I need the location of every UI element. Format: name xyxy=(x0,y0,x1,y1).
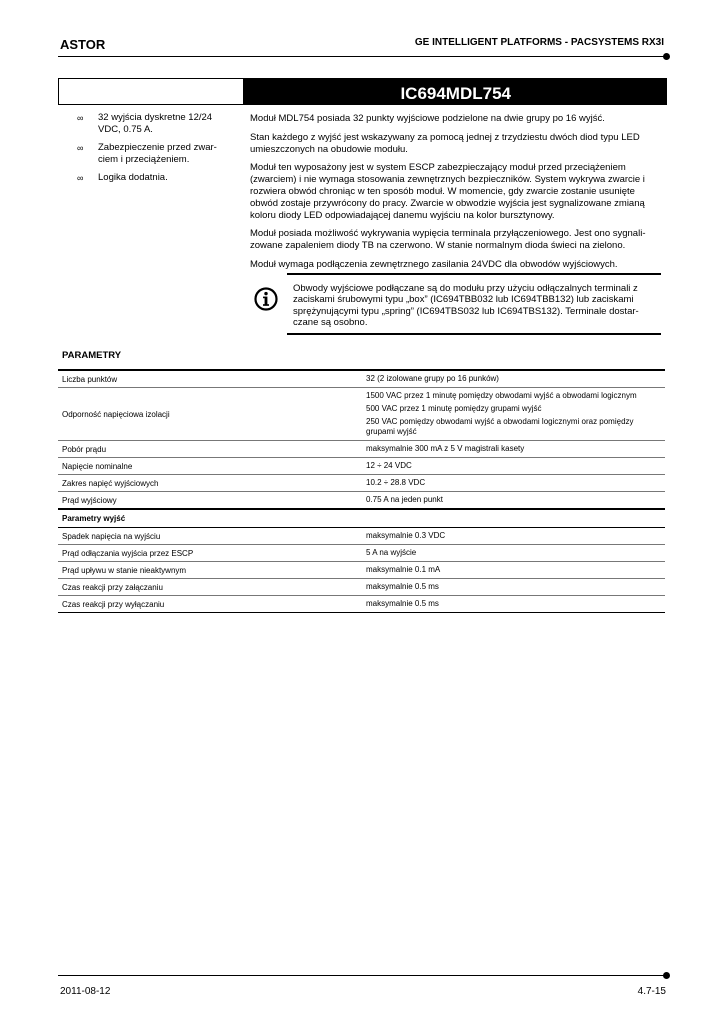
feature-list xyxy=(77,112,237,190)
table-row: Spadek napięcia na wyjściu maksymalnie 0.3 VDC xyxy=(58,528,665,545)
params-heading: PARAMETRY xyxy=(62,350,122,361)
bullet-icon: ∞ xyxy=(77,143,84,153)
title-bar xyxy=(58,78,667,105)
footer-date: 2011-08-12 xyxy=(60,986,111,997)
page-title: IC694MDL754 xyxy=(400,84,511,103)
paragraph: Moduł wymaga podłączenia zewnętrznego zasilania 24VDC dla obwodów wyjściowych. xyxy=(250,258,618,270)
table-row: Prąd wyjściowy 0.75 A na jeden punkt xyxy=(58,492,665,510)
list-item: ∞ 32 wyjścia dyskretne 12/24 VDC, 0.75 A. xyxy=(77,112,213,135)
paragraph: Stan każdego z wyjść jest wskazywany za pomocą jednej z trzydziestu dwóch diod typu LED umieszczonych na obudowie modułu. xyxy=(250,131,640,155)
footer-divider xyxy=(58,975,664,976)
header-divider-dot xyxy=(663,53,670,60)
paragraph: Moduł MDL754 posiada 32 punkty wyjściowe podzielone na dwie grupy po 16 wyjść. xyxy=(250,113,605,124)
paragraph: Moduł ten wyposażony jest w system ESCP zabezpieczający moduł przed przeciążeniem (zwarciem) i nie wymaga stosowania zewnętrznych bezpieczników. System wykrywa zwarcie i rozwiera obwód chroniąc w ten sposób moduł. W momencie, gdy zwarcie zostanie usunięte obwód zostaje przywrócony do pracy. Zwarcie w obwodzie wyjścia jest sygnalizowane zmianą koloru diody LED odpowiadającej danemu wyjściu na kolor bursztynowy. xyxy=(250,162,645,221)
list-item: ∞ Logika dodatnia. xyxy=(77,172,168,183)
table-row: Odporność napięciowa izolacji 1500 VAC przez 1 minutę pomiędzy obwodami wyjść a obwodami logicznym 500 VAC przez 1 minutę pomiędzy grupami wyjść 250 VAC pomiędzy obwodami wyjść a obwodami logicznymi oraz pomiędzy grupami wyjść xyxy=(58,388,665,441)
bullet-icon: ∞ xyxy=(77,113,84,123)
header-series: GE INTELLIGENT PLATFORMS - PACSYSTEMS RX3I xyxy=(414,37,664,48)
table-row: Czas reakcji przy załączaniu maksymalnie 0.5 ms xyxy=(58,579,665,596)
table-row: Prąd odłączania wyjścia przez ESCP 5 A na wyjście xyxy=(58,545,665,562)
note-text: Obwody wyjściowe podłączane są do modułu przy użyciu odłączalnych terminali z zaciskami śrubowymi typu „box” (IC694TBB032 lub IC694TBB132) lub zaciskami sprężynującymi typu „spring” (IC694TBS032 lub IC694TBS132). Terminale dostar- czane są osobno. xyxy=(293,283,639,329)
list-item: ∞ Zabezpieczenie przed zwar- ciem i przeciążeniem. xyxy=(77,142,217,165)
table-row: Liczba punktów 32 (2 izolowane grupy po 16 punków) xyxy=(58,369,665,388)
page-number: 4.7-15 xyxy=(637,986,666,997)
table-row: Napięcie nominalne 12 ÷ 24 VDC xyxy=(58,458,665,475)
header-brand: ASTOR xyxy=(60,37,106,52)
footer-divider-dot xyxy=(663,972,670,979)
description xyxy=(250,113,662,278)
note-box xyxy=(287,273,661,335)
table-row: Pobór prądu maksymalnie 300 mA z 5 V magistrali kasety xyxy=(58,441,665,458)
bullet-icon: ∞ xyxy=(77,173,84,183)
section-heading: Parametry wyjść xyxy=(58,510,665,528)
table-row: Prąd upływu w stanie nieaktywnym maksymalnie 0.1 mA xyxy=(58,562,665,579)
header-divider xyxy=(58,56,664,57)
paragraph: Moduł posiada możliwość wykrywania wypięcia terminala przyłączeniowego. Jest ono sygnali- zowane zapaleniem diody TB na czerwono. W stanie normalnym dioda świeci na zielono. xyxy=(250,228,646,252)
table-row: Zakres napięć wyjściowych 10.2 ÷ 28.8 VDC xyxy=(58,475,665,492)
table-row: Czas reakcji przy wyłączaniu maksymalnie 0.5 ms xyxy=(58,596,665,613)
title-band xyxy=(243,79,666,104)
params-table xyxy=(58,369,665,613)
info-icon xyxy=(253,286,279,312)
